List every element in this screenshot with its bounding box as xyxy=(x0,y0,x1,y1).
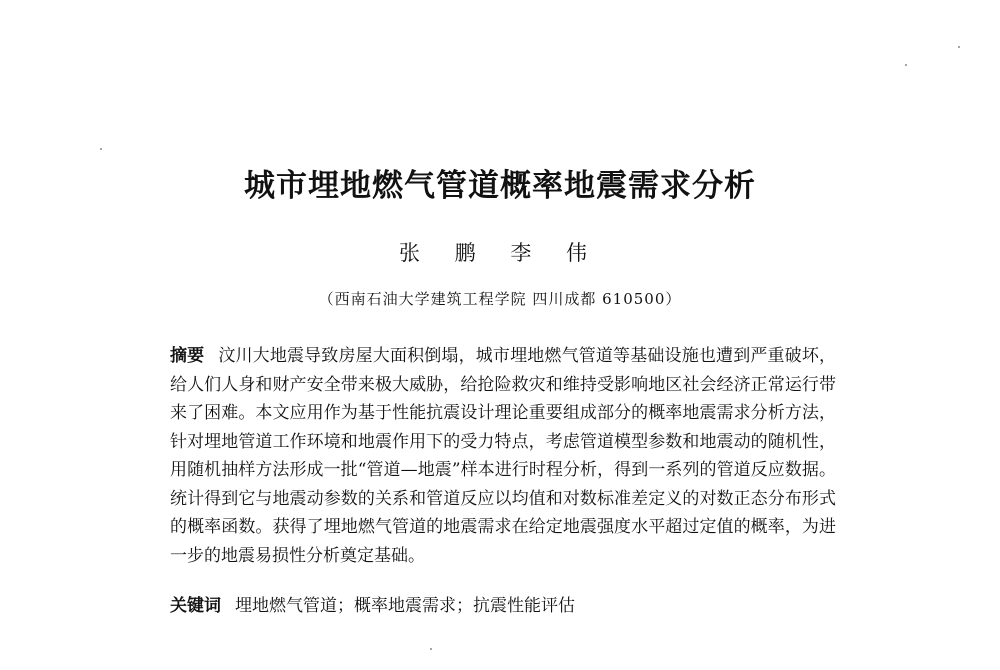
scan-speck xyxy=(430,648,432,650)
keywords-text: 埋地燃气管道；概率地震需求；抗震性能评估 xyxy=(235,596,575,616)
abstract-text: 汶川大地震导致房屋大面积倒塌，城市埋地燃气管道等基础设施也遭到严重破坏，给人们人身和财产安全带来极大威胁，给抢险救灾和维持受影响地区社会经济正常运行带来了困难。本文应用作为基于性能抗震设计理论重要组成部分的概率地震需求分析方法，针对埋地管道工作环境和地震作用下的受力特点，考虑管道模型参数和地震动的随机性，用随机抽样方法形成一批“管道—地震”样本进行时程分析，得到一系列的管道反应数据。统计得到它与地震动参数的关系和管道反应以均值和对数标准差定义的对数正态分布形式的概率函数。获得了埋地燃气管道的地震需求在给定地震强度水平超过定值的概率，为进一步的地震易损性分析奠定基础。 xyxy=(170,346,837,566)
paper-authors: 张 鹏 李 伟 xyxy=(398,241,602,265)
scan-speck xyxy=(100,148,102,150)
abstract-label: 摘要 xyxy=(170,346,205,366)
paper-title: 城市埋地燃气管道概率地震需求分析 xyxy=(244,168,756,204)
paper-affiliation: （西南石油大学建筑工程学院 四川成都 610500） xyxy=(318,290,682,308)
scan-speck xyxy=(905,64,907,66)
keywords-label: 关键词 xyxy=(170,596,221,616)
abstract-section xyxy=(170,342,836,570)
keywords-section xyxy=(170,591,836,616)
scan-speck xyxy=(958,46,960,48)
